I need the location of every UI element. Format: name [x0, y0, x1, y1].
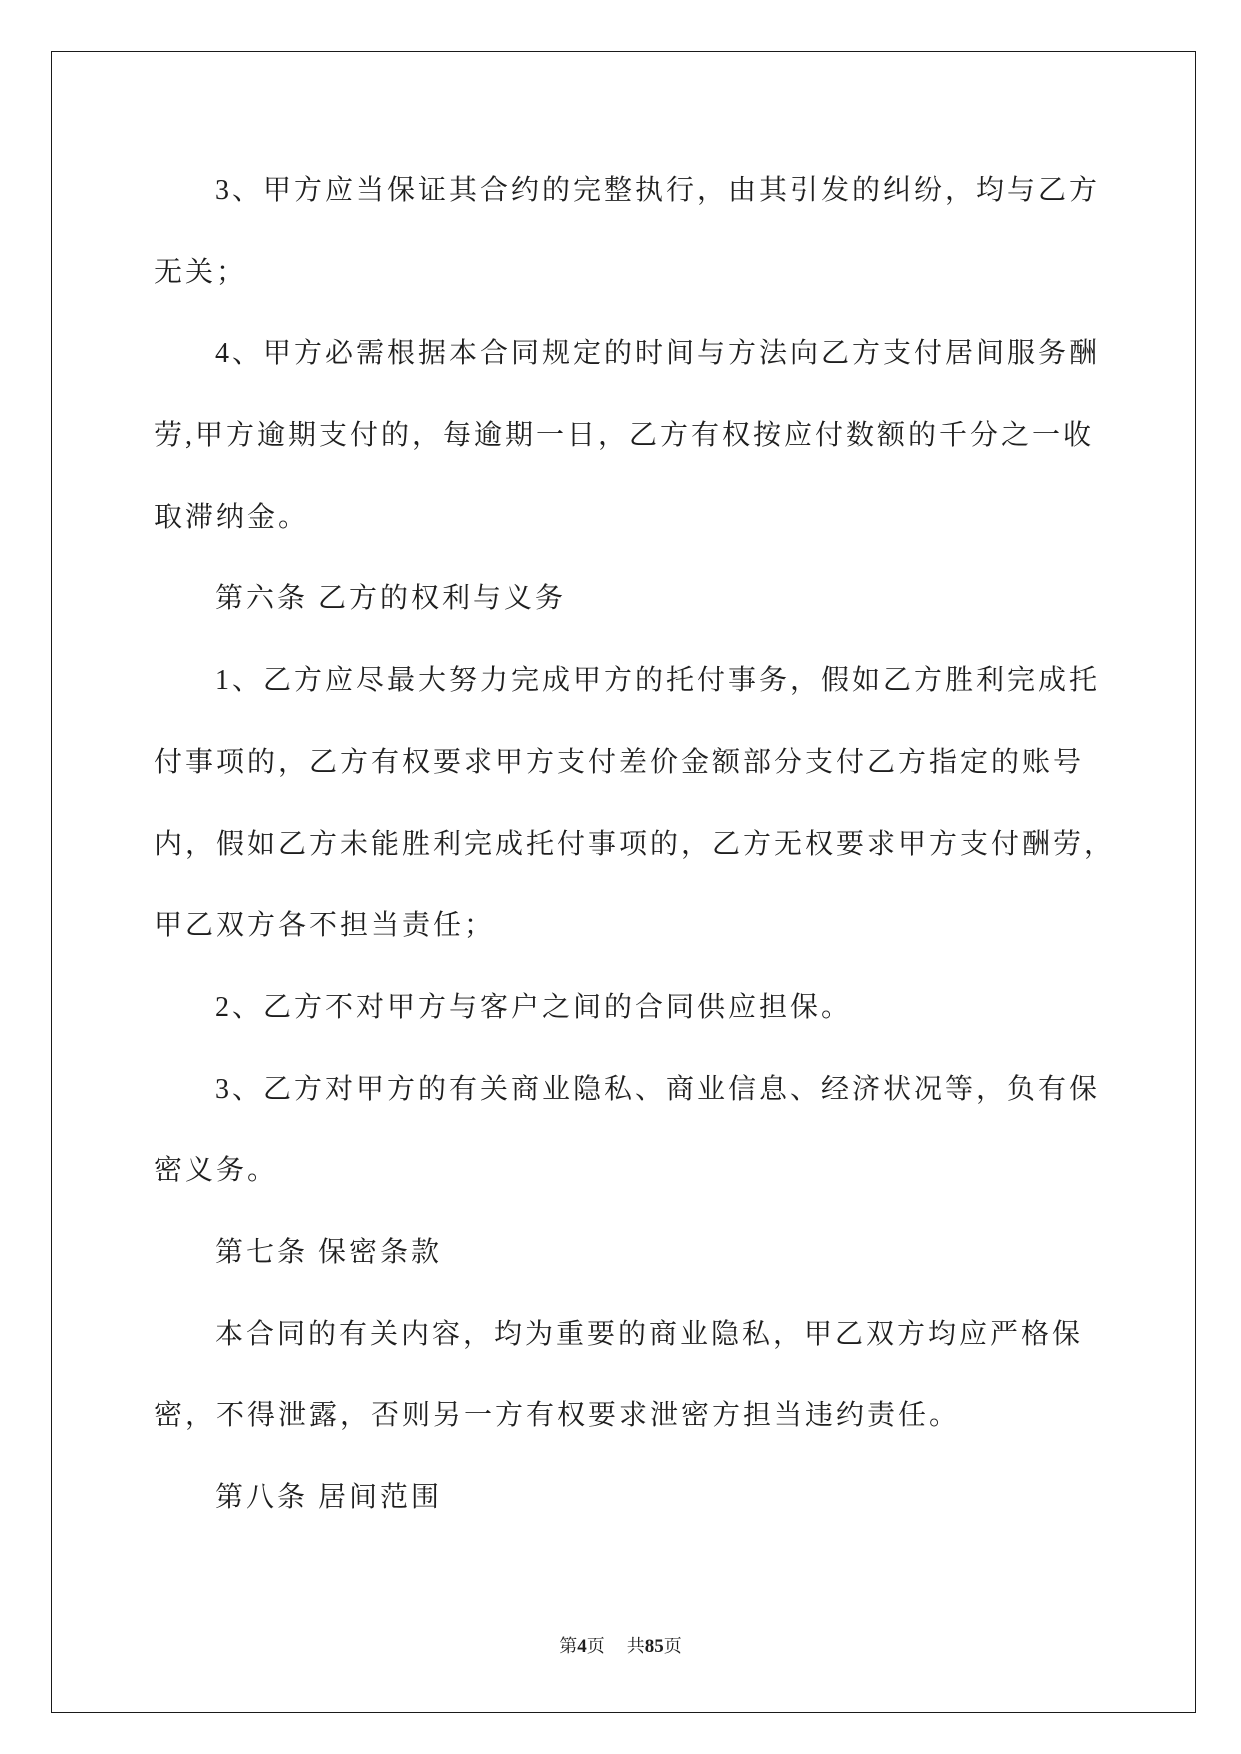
- page-prefix: 第: [559, 1636, 578, 1656]
- text-line: 1、乙方应尽最大努力完成甲方的托付事务，假如乙方胜利完成托: [215, 665, 1101, 697]
- text-line: 内，假如乙方未能胜利完成托付事项的，乙方无权要求甲方支付酬劳，: [154, 828, 1116, 860]
- text-line: 取滞纳金。: [154, 501, 310, 533]
- total-prefix: 共: [626, 1636, 645, 1656]
- text-line: 劳,甲方逾期支付的，每逾期一日，乙方有权按应付数额的千分之一收: [154, 420, 1095, 452]
- article-8-heading: [154, 1457, 1144, 1539]
- text-line: 付事项的，乙方有权要求甲方支付差价金额部分支付乙方指定的账号: [154, 746, 1085, 778]
- page-footer: [0, 1632, 1241, 1661]
- paragraph-party-a-clause-3: [154, 150, 1144, 313]
- text-line: 无关；: [154, 256, 248, 288]
- article-6-heading: [154, 558, 1144, 640]
- paragraph-party-b-clause-2: [154, 967, 1144, 1049]
- total-pages: 85: [644, 1636, 664, 1657]
- paragraph-party-a-clause-4: [154, 313, 1144, 558]
- text-line: 2、乙方不对甲方与客户之间的合同供应担保。: [215, 991, 853, 1023]
- text-line: 3、甲方应当保证其合约的完整执行，由其引发的纠纷，均与乙方: [215, 175, 1101, 206]
- text-line: 密，不得泄露，否则另一方有权要求泄密方担当违约责任。: [154, 1400, 961, 1432]
- paragraph-party-b-clause-1: [154, 640, 1144, 967]
- text-line: 甲乙双方各不担当责任；: [154, 910, 496, 942]
- total-suffix: 页: [663, 1636, 682, 1656]
- text-line: 3、乙方对甲方的有关商业隐私、商业信息、经济状况等，负有保: [215, 1073, 1101, 1105]
- paragraph-party-b-clause-3: [154, 1049, 1144, 1212]
- text-line: 本合同的有关内容，均为重要的商业隐私，甲乙双方均应严格保: [215, 1318, 1084, 1350]
- page-number: 4: [577, 1636, 587, 1657]
- text-line: 密义务。: [154, 1155, 279, 1187]
- article-7-heading: [154, 1212, 1144, 1294]
- heading-text: 第七条 保密条款: [215, 1236, 443, 1268]
- page-suffix: 页: [586, 1636, 605, 1656]
- text-line: 4、甲方必需根据本合同规定的时间与方法向乙方支付居间服务酬: [215, 338, 1101, 370]
- heading-text: 第六条 乙方的权利与义务: [215, 583, 567, 615]
- heading-text: 第八条 居间范围: [215, 1482, 443, 1513]
- document-body: [154, 150, 1144, 1539]
- paragraph-confidentiality: [154, 1294, 1144, 1457]
